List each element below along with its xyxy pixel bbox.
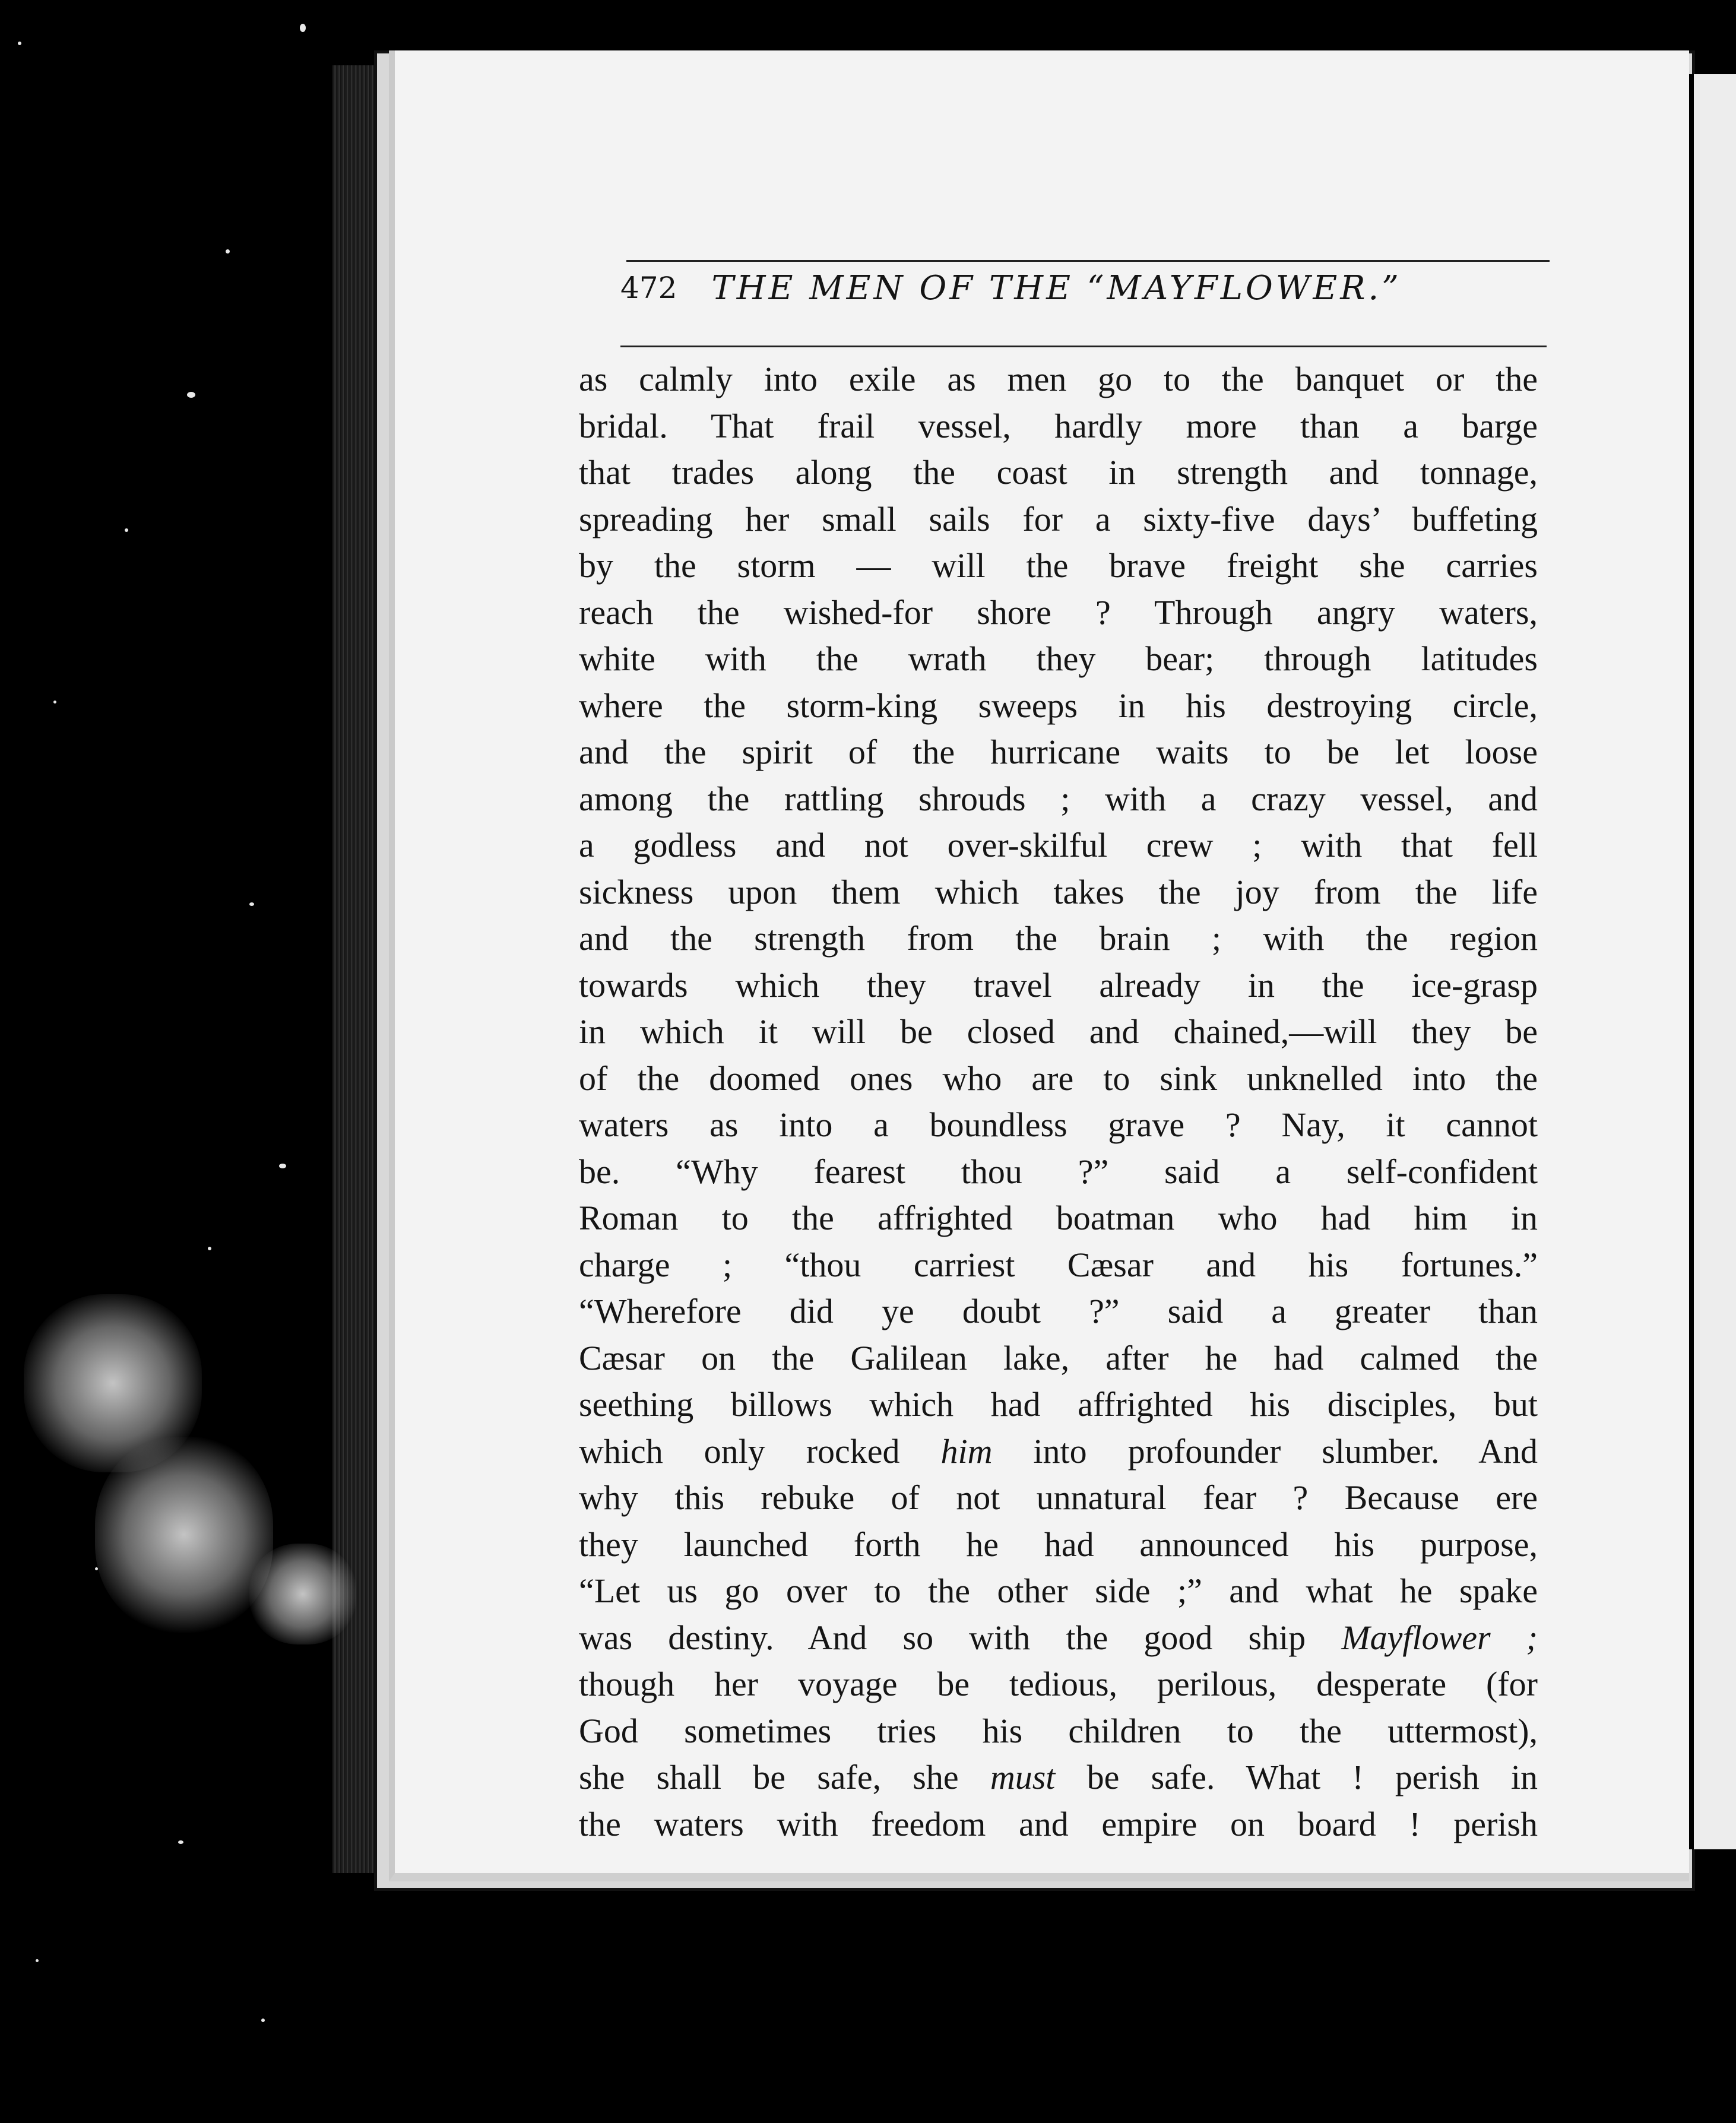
text-line bbox=[579, 1615, 1538, 1662]
facing-page-edge bbox=[1689, 74, 1736, 1849]
text-line: “Wherefore did ye doubt ?” said a greater than bbox=[579, 1292, 1538, 1330]
text-line: in which it will be closed and chained,—will they be bbox=[579, 1012, 1538, 1051]
italic-word: must bbox=[990, 1758, 1056, 1796]
text-line: by the storm — will the brave freight she carries bbox=[579, 546, 1538, 585]
text-line: “Let us go over to the other side ;” and what he spake bbox=[579, 1571, 1538, 1610]
text-line bbox=[579, 1428, 1538, 1475]
body-text bbox=[579, 356, 1538, 1848]
text-line: Roman to the affrighted boatman who had him in bbox=[579, 1199, 1538, 1237]
header-rule-bottom bbox=[620, 346, 1547, 347]
running-header bbox=[620, 261, 1547, 315]
text-run: be safe. What ! perish in bbox=[1055, 1758, 1538, 1796]
text-line: of the doomed ones who are to sink unknelled into the bbox=[579, 1059, 1538, 1098]
text-line: white with the wrath they bear; through latitudes bbox=[579, 639, 1538, 678]
text-line: seething billows which had affrighted his disciples, but bbox=[579, 1385, 1538, 1424]
text-line: be. “Why fearest thou ?” said a self-confident bbox=[579, 1152, 1538, 1191]
italic-word: Mayflower ; bbox=[1341, 1618, 1538, 1657]
text-run: into profounder slumber. And bbox=[992, 1431, 1538, 1471]
page-number: 472 bbox=[620, 271, 677, 305]
text-line: the waters with freedom and empire on board ! perish bbox=[579, 1804, 1538, 1843]
text-run: she shall be safe, she bbox=[579, 1758, 990, 1796]
text-run: was destiny. And so with the good ship bbox=[579, 1618, 1342, 1657]
text-line: Cæsar on the Galilean lake, after he had calmed the bbox=[579, 1338, 1538, 1377]
text-line: they launched forth he had announced his purpose, bbox=[579, 1525, 1538, 1564]
text-line: bridal. That frail vessel, hardly more than a barge bbox=[579, 406, 1538, 445]
text-line: a godless and not over-skilful crew ; with that fell bbox=[579, 826, 1538, 864]
text-line: among the rattling shrouds ; with a crazy vessel, and bbox=[579, 779, 1538, 818]
text-line: reach the wished-for shore ? Through angry waters, bbox=[579, 592, 1538, 632]
text-line: spreading her small sails for a sixty-five days’ buffeting bbox=[579, 499, 1538, 538]
text-line: why this rebuke of not unnatural fear ? Because ere bbox=[579, 1478, 1538, 1517]
running-head-title: THE MEN OF THE “MAYFLOWER.” bbox=[711, 268, 1402, 308]
text-line: charge ; “thou carriest Cæsar and his fortunes.” bbox=[579, 1245, 1538, 1284]
text-line: and the spirit of the hurricane waits to be let loose bbox=[579, 733, 1538, 771]
text-line: and the strength from the brain ; with the region bbox=[579, 919, 1538, 958]
text-line: waters as into a boundless grave ? Nay, it cannot bbox=[579, 1105, 1538, 1144]
italic-word: him bbox=[940, 1431, 993, 1471]
text-line: though her voyage be tedious, perilous, desperate (for bbox=[579, 1665, 1538, 1703]
text-line: sickness upon them which takes the joy from the life bbox=[579, 872, 1538, 911]
text-run: which only rocked bbox=[579, 1431, 941, 1471]
text-line: where the storm-king sweeps in his destroying circle, bbox=[579, 686, 1538, 725]
text-line: towards which they travel already in the ice-grasp bbox=[579, 965, 1538, 1005]
text-line bbox=[579, 1754, 1538, 1801]
text-line: as calmly into exile as men go to the banquet or the bbox=[579, 360, 1538, 398]
text-line: that trades along the coast in strength and tonnage, bbox=[579, 453, 1538, 492]
text-line: God sometimes tries his children to the uttermost), bbox=[579, 1711, 1538, 1750]
